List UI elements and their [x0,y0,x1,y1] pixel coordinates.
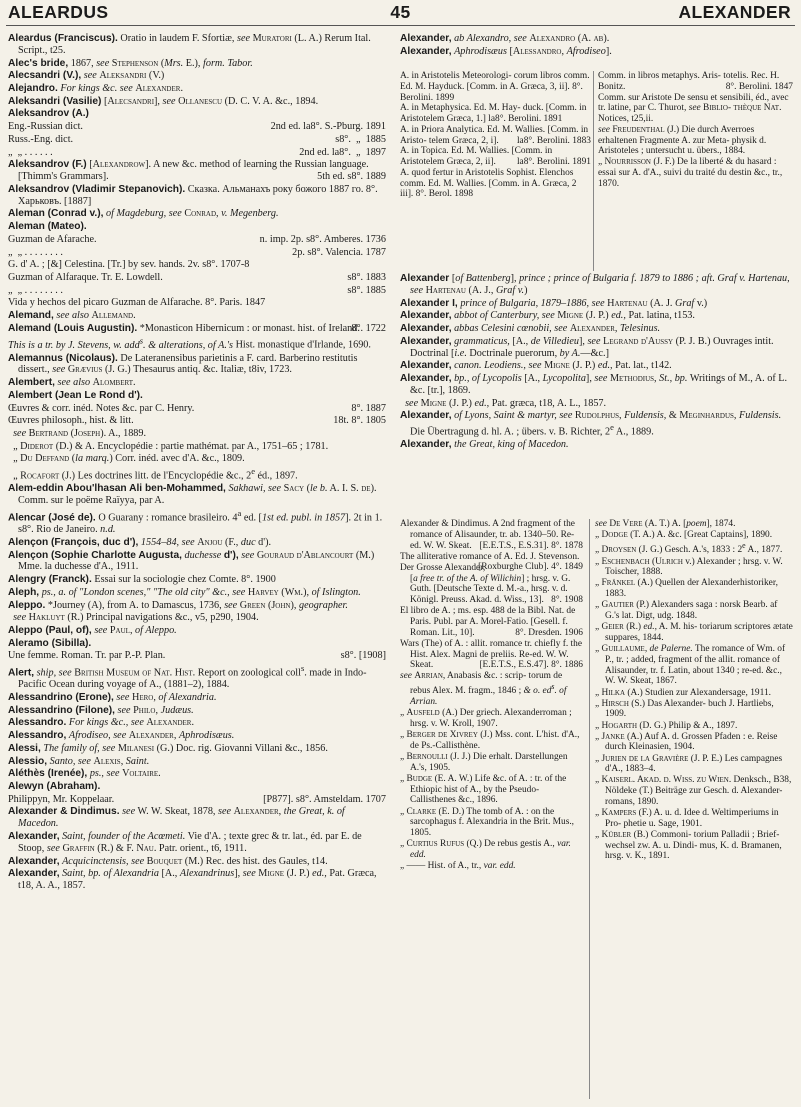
catalogue-entry: „ Rocafort (J.) Les doctrines litt. de l'Encyclopédie &c., 2e éd., 1897. [8,466,298,482]
catalogue-entry: A. in Priora Analytica. Ed. M. Wallies. [Comm. in Aristo- telem Græca, 2, i]. la8°. Berolini. 1883 [400,124,591,146]
catalogue-entry: Comm. sur Aristote De sensu et sensibili, éd., avec tr. latine, par C. Thurot, see Biblio- thèque Nat. Notices, t25,ii. [598,92,789,124]
catalogue-entry: Alexander, Saint, founder of the Acœmeti. Vie d'A. ; texte grec & tr. lat., éd. par E. de Stoop, see Graffin (R.) & F. Nau. Patr. orient., t6, 1911. [8,830,362,854]
catalogue-entry: Alençon (François, duc d'), 1554–84, see Anjou (F., duc d'). [8,536,272,548]
catalogue-entry: Alem-eddin Abou'lhasan Ali ben-Mohammed, Sakhawi, see Sacy (le b. A. I. S. de). Comm. sur le poëme Raïyya, par A. [8,483,377,507]
catalogue-entry: Alexander, Acquicinctensis, see Bouquet (M.) Rec. des hist. des Gaules, t14. [8,855,328,867]
catalogue-entry: Œuvres philosoph., hist. & litt. 18t. 8°. 1805 [8,415,386,427]
catalogue-entry: Comm. in libros metaphys. Aris- totelis. Rec. H. Bonitz. 8°. Berolini. 1847 [598,71,793,92]
catalogue-entry: see Bertrand (Joseph). A., 1889. [13,428,147,439]
column-gutter [394,33,395,1103]
catalogue-entry: „ „ . . . . . . . . 2p. s8°. Valencia. 1787 [8,246,386,258]
catalogue-entry: The alliterative romance of A. Ed. J. Stevenson. [Roxburghe Club]. 4°. 1849 [400,551,583,573]
catalogue-entry: „ Janke (A.) Auf A. d. Grossen Pfaden : e. Reise durch Kleinasien, 1904. [595,731,778,753]
catalogue-entry: see Hakluyt (R.) Principal navigations &c., v5, p290, 1904. [13,612,259,624]
catalogue-entry: Wars (The) of A. : allit. romance tr. chiefly f. the Hist. Alex. Magni de preliis. Re-ed. W. W. Skeat. [E.E.T.S., E.S.47]. 8°. 1886 [400,638,583,671]
catalogue-entry: „ „ . . . . . . . . s8°. 1885 [8,284,386,296]
catalogue-entry: Alessandrino (Erone), see Hero, of Alexandria. [8,692,217,704]
catalogue-entry: Alessandrino (Filone), see Philo, Judæus. [8,704,194,716]
catalogue-entry: Aléthès (Irenée), ps., see Voltaire. [8,768,161,780]
catalogue-entry: Alençon (Sophie Charlotte Augusta, duchesse d'), see Gouraud d'Ablancourt (M.) Mme. la duchesse d'A., 1911. [8,549,375,573]
catalogue-entry: „ Clarke (E. D.) The tomb of A. : on the sarcophagus f. Alexandria in the Brit. Mus., 1805. [400,806,575,839]
catalogue-entry: Alessandro, Afrodiseo, see Alexander, Aphrodisæus. [8,730,235,742]
catalogue-entry: Aleman (Mateo). [8,221,87,233]
catalogue-entry: Aleramo (Sibilla). [8,637,92,649]
catalogue-entry: see Freudenthal (J.) Die durch Averroes erhaltenen Fragmente A. zur Meta- physik d. Aristoteles ; untersucht u. übers., 1884. [598,124,767,157]
catalogue-entry: Alengry (Franck). Essai sur la sociologie chez Comte. 8°. 1900 [8,574,276,586]
catalogue-entry: Aleksandrov (F.) [Alexandrow]. A new &c. method of learning the Russian language. [Thimm's Grammars]. 5th ed. s8°. 1889 [8,159,386,183]
running-head-left: ALEARDUS [8,2,109,22]
catalogue-entry: „ Ausfeld (A.) Der griech. Alexanderroman ; hrsg. v. W. Kroll, 1907. [400,708,572,729]
catalogue-entry: Eng.-Russian dict. 2nd ed. la8°. S.-Pburg. 1891 [8,121,386,133]
catalogue-entry: „ „ . . . . . . 2nd ed. la8°. „ 1897 [8,146,386,158]
catalogue-entry: Alexander, Aphrodisæus [Alessandro, Afrodiseo]. [400,45,612,57]
catalogue-entry: Aleph, ps., a. of "London scenes," "The old city" &c., see Harvey (Wm.), of Islington. [8,586,361,598]
catalogue-entry: Alessandro. For kings &c., see Alexander. [8,717,195,729]
catalogue-entry: Der Grosse Alexander, [a free tr. of the A. of Wilichin] ; hrsg. v. G. Guth. [Deutsche Texte d. M.-a., hrsg. v. d. Königl. Preuss. Akad. d. Wiss., 13]. 8°. 1908 [400,562,583,606]
catalogue-entry: Alec's bride, 1867, see Stephenson (Mrs. E.), form. Tabor. [8,57,253,69]
catalogue-entry: Alembert (Jean Le Rond d'). [8,389,143,401]
aphrodisaeus-works [400,71,591,200]
catalogue-entry: „ Geier (R.) ed., A. M. his- toriarum scriptores ætate suppares, 1844. [595,622,793,643]
catalogue-entry: „ Curtius Rufus (Q.) De rebus gestis A., var. edd. [400,839,571,860]
right-column-mid-entries [400,273,793,452]
catalogue-entry: „ Bernoulli (J. J.) Die erhalt. Darstellungen A.'s, 1905. [400,752,568,773]
catalogue-entry: G. d' A. ; [&] Celestina. [Tr.] by sev. hands. 2v. s8°. 1707-8 [8,259,250,271]
catalogue-entry: Philippyn, Mr. Koppelaar. [P877]. s8°. Amsteldam. 1707 [8,793,386,805]
catalogue-entry: Vida y hechos del picaro Guzman de Alfarache. 8°. Paris. 1847 [8,297,266,309]
catalogue-entry: Aleppo (Paul, of), see Paul, of Aleppo. [8,624,177,636]
catalogue-entry: „ Kaiserl. Akad. d. Wiss. zu Wien. Denksch., B38, Nöldeke (T.) Beiträge zur Gesch. d. Alexander- romans, 1890. [595,775,792,807]
catalogue-entry: Guzman de Afarache. n. imp. 2p. s8°. Amberes. 1736 [8,233,386,245]
catalogue-entry: Alexander, abbas Celesini cœnobii, see Alexander, Telesinus. [400,323,661,335]
catalogue-entry: Alewyn (Abraham). [8,780,101,792]
catalogue-entry: „ Droysen (J. G.) Gesch. A.'s, 1833 : 2e A., 1877. [595,541,783,556]
catalogue-entry: Alexander, ab Alexandro, see Alexandro (A. ab). [400,33,610,44]
catalogue-entry: „ Hilka (A.) Studien zur Alexandersage, 1911. [595,687,771,698]
catalogue-entry: Guzman of Alfaraque. Tr. E. Lowdell. s8°. 1883 [8,271,386,283]
catalogue-entry: Aleppo. *Journey (A), from A. to Damascus, 1736, see Green (John), geographer. [8,599,348,611]
catalogue-entry: „ Kampers (F.) A. u. d. Idee d. Weltimperiums in Pro- phetie u. Sage, 1901. [595,808,779,829]
catalogue-entry: Aleksandrov (Vladimir Stepanovich). Сказка. Альманахъ року божого 1887 го. 8°. Харьковъ. [1887] [8,183,378,207]
catalogue-entry: Alexander, Saint, bp. of Alexandria [A., Alexandrinus], see Migne (J. P.) ed., Pat. Græca, t18, A. A., 1857. [8,868,377,892]
header-rule [6,25,795,26]
running-head-right: ALEXANDER [678,2,791,22]
catalogue-entry: Alembert, see also Alombert. [8,377,136,389]
catalogue-entry: „ Fränkel (A.) Quellen der Alexanderhistoriker, 1883. [595,578,778,600]
catalogue-entry: A. in Aristotelis Meteorologi- corum libros comm. Ed. M. Hayduck. [Comm. in A. Græca, 3, ii]. 8°. Berolini. 1899 [400,71,590,103]
catalogue-entry: Alemand (Louis Augustin). *Monasticon Hibernicum : or monast. hist. of Ireland. 8°. 1722 [8,322,386,334]
catalogue-entry: „ Nourrisson (J. F.) De la liberté & du hasard : essai sur A. d'A., suivi du traité du destin &c., tr., 1870. [598,157,783,189]
catalogue-entry: Aleksandrov (A.) [8,108,89,120]
catalogue-entry: „ Hirsch (S.) Das Alexander- buch J. Hartliebs, 1909. [595,698,774,720]
catalogue-entry: Alexander, abbot of Canterbury, see Migne (J. P.) ed., Pat. latina, t153. [400,310,695,322]
catalogue-entry: Alexander & Dindimus. see W. W. Skeat, 1878, see Alexander, the Great, k. of Macedon. [8,806,345,830]
catalogue-entry: „ Jurien de la Gravière (J. P. E.) Les campagnes d'A., 1883–4. [595,753,783,775]
aphrodisaeus-subentries [400,71,793,273]
catalogue-entry: Aleman (Conrad v.), of Magdeburg, see Conrad, v. Megenberg. [8,208,279,220]
catalogue-entry: see Arrian, Anabasis &c. : scrip- torum de rebus Alex. M. fragm., 1846 ; & o. $ed^s$. of Arrian. [400,671,567,708]
catalogue-entry: Alexander & Dindimus. A 2nd fragment of the romance of Alisaunder, tr. ab. 1340–50. Re-ed. W. W. Skeat. [E.E.T.S., E.S.31]. 8°. 1878 [400,519,583,551]
catalogue-entry: „ Berger de Xivrey (J.) Mss. cont. L'hist. d'A., de Ps.-Callisthène. [400,730,580,751]
catalogue-entry: „ Dodge (T. A.) A. &c. [Great Captains], 1890. [595,530,773,541]
catalogue-entry: „ Hogarth (D. G.) Philip & A., 1897. [595,720,738,731]
catalogue-entry: Alexander, of Lyons, Saint & martyr, see Rudolphus, Fuldensis, & Meginhardus, Fuldensis. Die Übertragung d. hl. A. ; übers. v. B. Richter, 2e A., 1889. [400,410,782,438]
catalogue-entry: Aleksandri (Vasilie) [Alecsandri], see Ollanescu (D. C. V. A. &c., 1894. [8,95,319,107]
catalogue-entry: „ Guillaume, de Palerne. The romance of Wm. of P., tr. ; added, fragment of the allit. romance of Alisaunder, tr. f. Latin, about 1340 ; re-ed. &c., W. W. Skeat, 1867. [595,644,786,687]
catalogue-entry: Alert, ship, see British Museum of Nat. Hist. Report on zoological coll$^s$. made in Indo-Pacific Ocean during voyage of A., (1881–2), 1884. [8,663,367,691]
alexander-great-see-also [595,519,793,863]
catalogue-entry: Alexander [of Battenberg], prince ; prince of Bulgaria f. 1879 to 1886 ; aft. Graf v. Hartenau, see Hartenau (A. J., Graf v.) [400,273,790,296]
catalogue-entry: „ Du Deffand (la marq.) Corr. inéd. avec d'A. &c., 1809. [8,453,245,465]
alexander-great-works [400,519,583,872]
catalogue-entry: Œuvres & corr. inéd. Notes &c. par C. Henry. 8°. 1887 [8,402,386,414]
catalogue-entry: Alexander, grammaticus, [A., de Villedieu], see Legrand d'Aussy (P. J. B.) Ouvrages intit. Doctrinal [i.e. Doctrinale puerorum, by A.—&c.] [400,335,774,359]
catalogue-entry: Alexander I, prince of Bulgaria, 1879–1886, see Hartenau (A. J. Graf v.) [400,297,708,309]
catalogue-entry: Alessi, The family of, see Milanesi (G.) Doc. rig. Giovanni Villani &c., 1856. [8,742,328,754]
catalogue-entry: Alemand, see also Allemand. [8,310,136,322]
catalogue-entry: „ Budge (E. A. W.) Life &c. of A. : tr. of the Ethiopic hist of A., by the Pseudo- Callisthenes &c., 1896. [400,773,567,806]
catalogue-entry: A. in Topica. Ed. M. Wallies. [Comm. in Aristotelem Græca, 2, ii]. la8°. Berolini. 1891 [400,146,591,167]
aphrodisaeus-see-also [598,71,793,189]
catalogue-entry: Aleardus (Franciscus). Oratio in laudem F. Sfortiæ, see Muratori (L. A.) Rerum Ital. Script., t25. [8,33,371,56]
catalogue-entry: El libro de A. ; ms. esp. 488 de la Bibl. Nat. de Paris. Publ. par A. Morel-Fatio. [Gesell. f. Roman. Lit., 10]. 8°. Dresden. 1906 [400,606,583,638]
catalogue-entry: Russ.-Eng. dict. s8°. „ 1885 [8,133,386,145]
catalogue-entry: Alexander, canon. Leodiens., see Migne (J. P.) ed., Pat. lat., t142. [400,360,672,372]
catalogue-entry: „ Diderot (D.) & A. Encyclopédie : partie mathémat. par A., 1751–65 ; 1781. [8,440,329,452]
alexander-great-subentries [400,519,793,1103]
subcolumn-divider-2 [589,519,590,1099]
catalogue-entry: Alecsandri (V.), see Aleksandri (V.) [8,70,165,82]
catalogue-entry: „ —— Hist. of A., tr., var. edd. [400,861,516,872]
catalogue-entry: „ Gautier (P.) Alexanders saga : norsk Bearb. af G.'s lat. Digt, udg. 1848. [595,600,778,622]
catalogue-entry: Une femme. Roman. Tr. par P.-P. Plan. s8°. [1908] [8,650,386,662]
catalogue-entry: Alexander, the Great, king of Macedon. [400,439,569,451]
catalogue-entry: Alencar (José de). O Guarany : romance brasileiro. 4$^a$ ed. [1st ed. publ. in 1857]. 2t in 1. s8°. Rio de Janeiro. n.d. [8,507,383,536]
catalogue-entry: A. quod fertur in Aristotelis Sophist. Elenchos comm. Ed. M. Wallies. [Comm. in A. Græca, 2 iii]. 8°. Berol. 1898 [400,167,577,200]
catalogue-entry: A. in Metaphysica. Ed. M. Hay- duck. [Comm. in Aristotelem Græca, 1.] la8°. Berolini. 1891 [400,103,587,124]
catalogue-entry: Alessio, Santo, see Alexis, Saint. [8,755,150,767]
catalogue-entry: Alejandro. For kings &c. see Alexander. [8,83,183,95]
catalogue-entry: see Migne (J. P.) ed., Pat. græca, t18, A. L., 1857. [405,397,607,409]
catalogue-entry: „ Eschenbach (Ulrich v.) Alexander ; hrsg. v. W. Toischer, 1888. [595,556,783,578]
catalogue-entry: see De Vere (A. T.) A. [poem], 1874. [595,519,736,529]
right-column [400,33,793,58]
catalogue-entry: „ Kübler (B.) Commoni- torium Palladii ; Brief- wechsel zw. A. u. Dindi- mus, K. d. Bramanen, hrsg. v. K., 1891. [595,829,782,862]
subcolumn-divider [593,71,594,271]
catalogue-entry: Alexander, bp., of Lycopolis [A., Lycopolita], see Methodius, St., bp. Writings of M., A. of L. &c. [tr.], 1869. [400,373,788,396]
page-number: 45 [390,2,411,22]
catalogue-entry: Alemannus (Nicolaus). De Lateranensibus parietinis a F. card. Barberino restitutis dissert., see Grævius (J. G.) Thesaurus antiq. &c. Italiæ, t8iv, 1723. [8,352,358,376]
left-column [8,33,386,893]
right-column-top-entries [400,33,793,58]
catalogue-entry: This is a tr. by J. Stevens, w. add$^s$. & alterations, of A.'s Hist. monastique d'Irlande, 1690. [8,335,371,351]
